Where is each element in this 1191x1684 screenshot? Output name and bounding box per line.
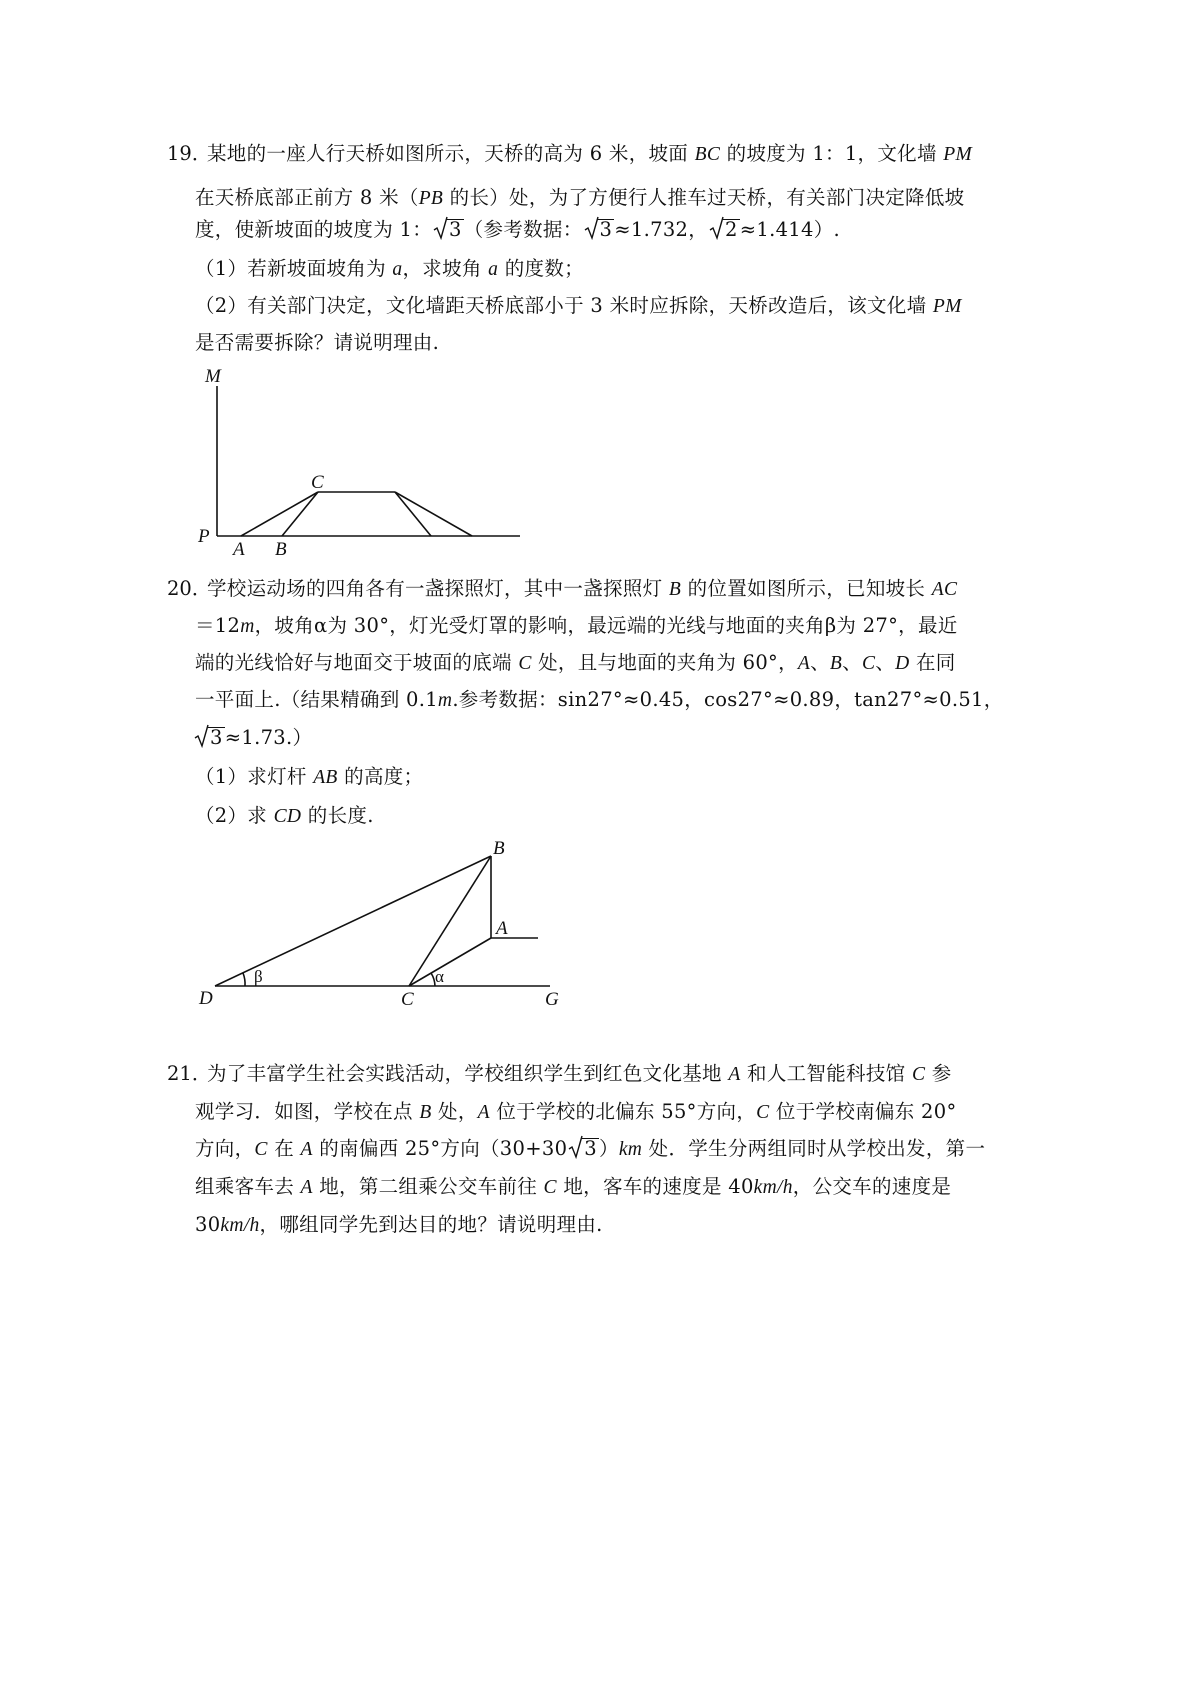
- question-number: 20．: [167, 577, 212, 600]
- label-beta: β: [254, 967, 263, 986]
- question-text-line: 组乘客车去 A 地，第二组乘公交车前往 C 地，客车的速度是 40km/h，公交车的速度是: [195, 1175, 952, 1198]
- right-slope-line: [395, 492, 431, 536]
- label-B: B: [493, 838, 505, 859]
- question-text-line: 一平面上.（结果精确到 0.1m.参考数据：sin27°≈0.45，cos27°≈0.89，tan27°≈0.51，: [195, 688, 1004, 711]
- question-text-line: 在天桥底部正前方 8 米（PB 的长）处，为了方便行人推车过天桥，有关部门决定降低坡: [195, 186, 965, 209]
- label-C: C: [401, 989, 414, 1010]
- label-A: A: [233, 539, 245, 560]
- sqrt-symbol: 3: [195, 726, 225, 749]
- question-text-line: 观学习．如图，学校在点 B 处，A 位于学校的北偏东 55°方向，C 位于学校南偏东 20°: [195, 1100, 957, 1123]
- question-text-line: 某地的一座人行天桥如图所示，天桥的高为 6 米，坡面 BC 的坡度为 1：1，文化墙 PM: [207, 142, 973, 165]
- question-number: 21．: [167, 1062, 212, 1085]
- sqrt-symbol: 2: [710, 218, 740, 241]
- new-slope-line: [241, 492, 318, 536]
- question-text-line: 是否需要拆除？请说明理由.: [195, 331, 440, 354]
- question-text-line: 为了丰富学生社会实践活动，学校组织学生到红色文化基地 A 和人工智能科技馆 C 参: [207, 1062, 952, 1085]
- searchlight-figure: [195, 838, 575, 1013]
- question-text-line: 方向，C 在 A 的南偏西 25°方向（30+30 3 ）km 处．学生分两组同时从学校出发，第一: [195, 1137, 986, 1160]
- question-text-line: 30km/h，哪组同学先到达目的地？请说明理由.: [195, 1213, 603, 1236]
- label-P: P: [198, 526, 210, 547]
- label-D: D: [199, 988, 213, 1009]
- question-text-line: 学校运动场的四角各有一盏探照灯，其中一盏探照灯 B 的位置如图所示，已知坡长 AC: [207, 577, 958, 600]
- right-new-slope-line: [395, 492, 472, 536]
- sqrt-symbol: 3: [585, 218, 615, 241]
- label-G: G: [545, 989, 559, 1010]
- slope-line-BC: [282, 492, 318, 536]
- question-part-1: （1）求灯杆 AB 的高度；: [195, 765, 424, 788]
- label-A: A: [496, 918, 508, 939]
- sqrt-symbol: 3: [569, 1137, 599, 1160]
- question-text-line: 度，使新坡面的坡度为 1： 3 （参考数据： 3 ≈1.732， 2 ≈1.414）.: [195, 218, 841, 241]
- label-M: M: [205, 366, 221, 387]
- question-number: 19．: [167, 142, 212, 165]
- question-text-line: 端的光线恰好与地面交于坡面的底端 C 处，且与地面的夹角为 60°，A、B、C、D 在同: [195, 651, 956, 674]
- label-C: C: [311, 472, 324, 493]
- question-part-2: （2）有关部门决定，文化墙距天桥底部小于 3 米时应拆除，天桥改造后，该文化墙 PM: [195, 294, 962, 317]
- bridge-figure: [195, 362, 535, 562]
- sqrt-symbol: 3: [434, 218, 464, 241]
- question-part-1: （1）若新坡面坡角为 a，求坡角 a 的度数；: [195, 257, 584, 280]
- question-text-line: 3 ≈1.73.）: [195, 722, 312, 750]
- label-alpha: α: [435, 967, 444, 986]
- label-B: B: [275, 539, 287, 560]
- question-text-line: ＝12m，坡角α为 30°，灯光受灯罩的影响，最远端的光线与地面的夹角β为 27°，最近: [195, 614, 958, 637]
- angle-arc-beta: [243, 973, 245, 986]
- slope-line-CA: [409, 938, 491, 986]
- question-part-2: （2）求 CD 的长度.: [195, 804, 374, 827]
